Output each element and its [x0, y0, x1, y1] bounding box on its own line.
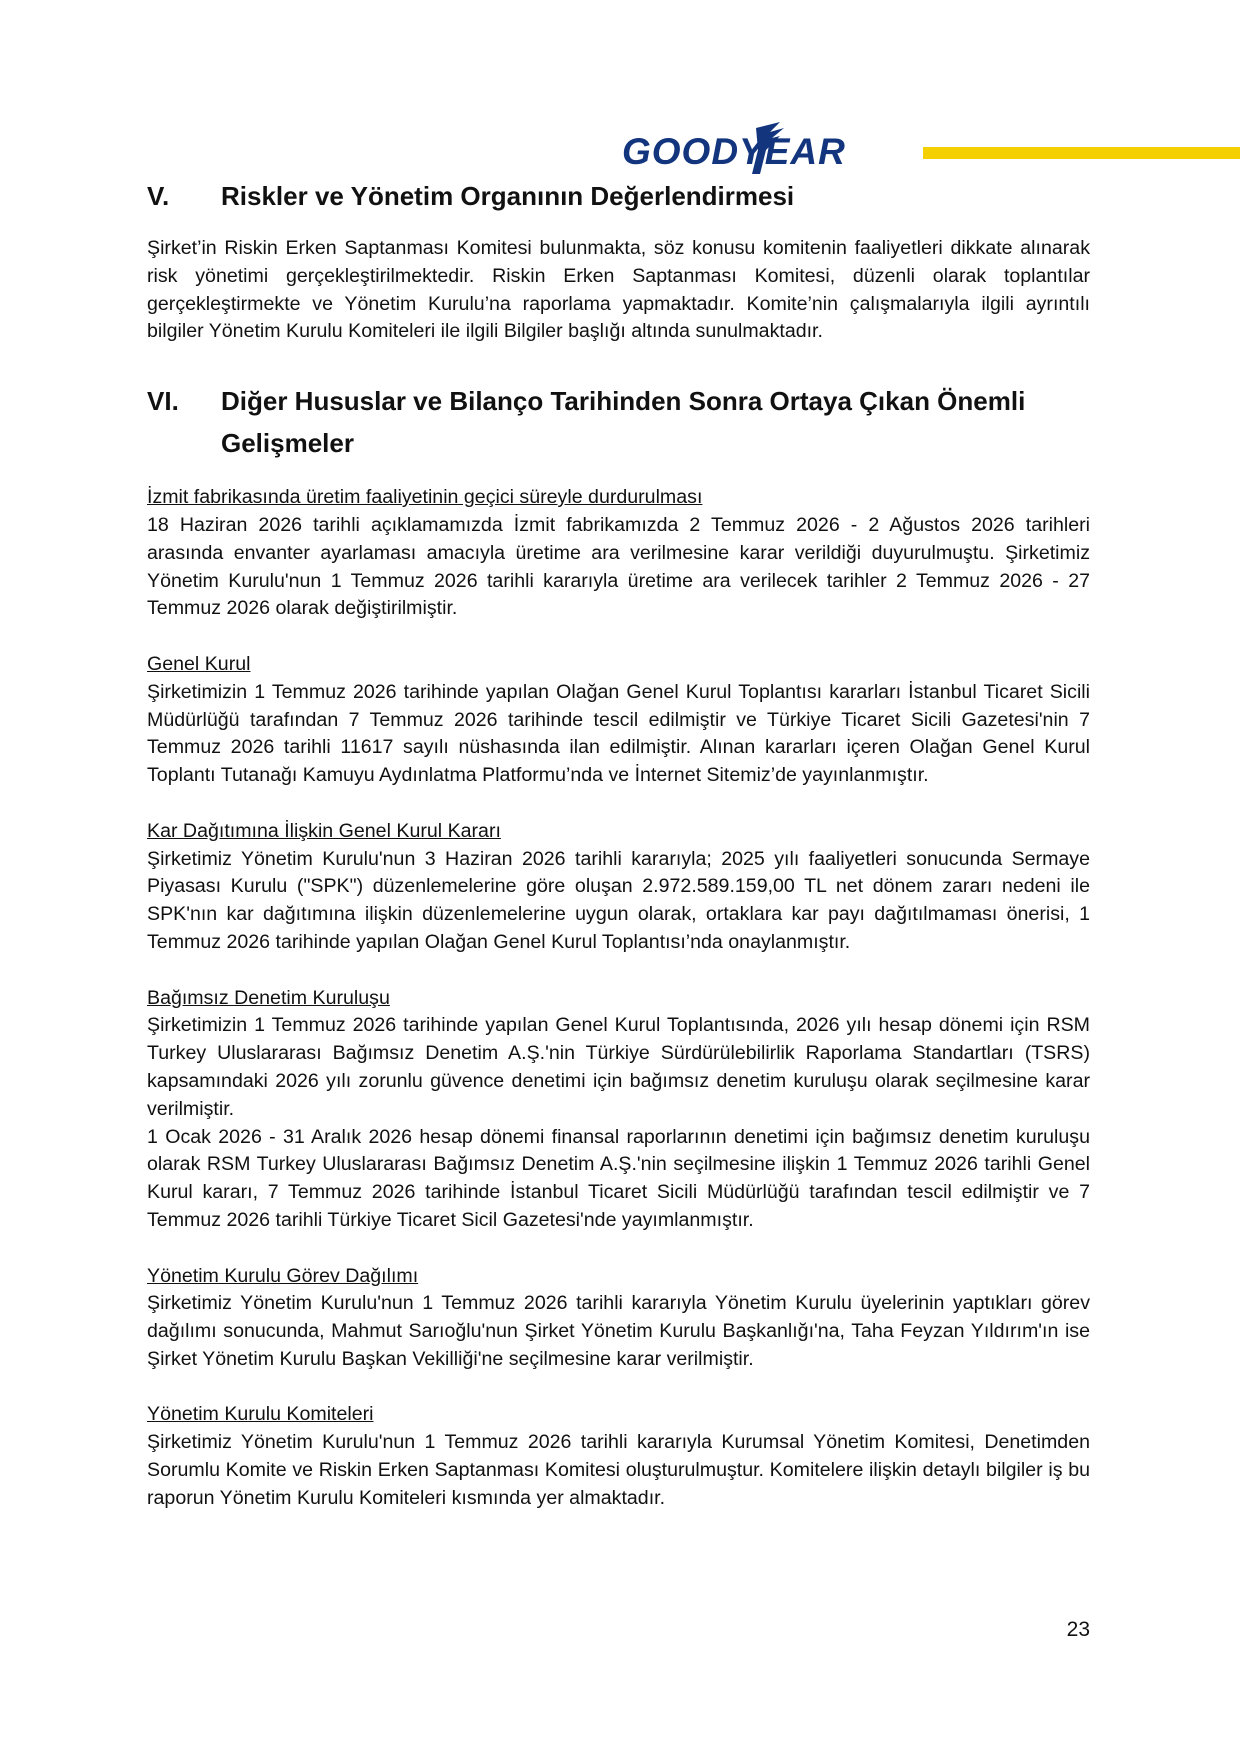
subsection-genel-kurul	[147, 651, 1090, 790]
brand-yellow-bar	[923, 147, 1240, 159]
subsection-title: İzmit fabrikasında üretim faaliyetinin geçici süreyle durdurulması	[147, 486, 703, 509]
subsection-paragraph: 1 Ocak 2026 - 31 Aralık 2026 hesap dönemi finansal raporlarının denetimi için bağımsız denetim kuruluşu olarak RSM Turkey Uluslararası Bağımsız Denetim A.Ş.'nin seçilmesine ilişkin 1 Temmuz 2026 tarihli Genel Kurul kararı, 7 Temmuz 2026 tarihinde İstanbul Ticaret Sicili Müdürlüğü tarafından tescil edilmiştir ve 7 Temmuz 2026 tarihli Türkiye Ticaret Sicil Gazetesi'nde yayımlanmıştır.	[147, 1125, 1090, 1231]
subsection-komiteler	[147, 1401, 1090, 1512]
subsection-kar-dagitimi	[147, 818, 1090, 957]
svg-text:GOODYEAR: GOODYEAR	[622, 131, 846, 172]
section-v-heading	[147, 175, 1090, 217]
section-v-title: Riskler ve Yönetim Organının Değerlendirmesi	[221, 181, 795, 211]
subsection-paragraph: Şirketimiz Yönetim Kurulu'nun 3 Haziran 2026 tarihli kararıyla; 2025 yılı faaliyetleri sonucunda Sermaye Piyasası Kurulu ("SPK") düzenlemelerine göre oluşan 2.972.589.159,00 TL net dönem zararı nedeni ile SPK'nın kar dağıtımına ilişkin düzenlemelerine uygun olarak, ortaklara kar payı dağıtılmaması önerisi, 1 Temmuz 2026 tarihinde yapılan Olağan Genel Kurul Toplantısı’nda onaylanmıştır.	[147, 847, 1090, 953]
subsection-title: Bağımsız Denetim Kuruluşu	[147, 986, 390, 1009]
subsection-izmit	[147, 484, 1090, 623]
subsection-paragraph: Şirketimizin 1 Temmuz 2026 tarihinde yapılan Genel Kurul Toplantısında, 2026 yılı hesap dönemi için RSM Turkey Uluslararası Bağımsız Denetim A.Ş.'nin Türkiye Sürdürülebilirlik Raporlama Standartları (TSRS) kapsamındaki 2026 yılı zorunlu güvence denetimi için bağımsız denetim kuruluşu olarak seçilmesine karar verilmiştir.	[147, 1014, 1090, 1120]
subsection-title: Yönetim Kurulu Görev Dağılımı	[147, 1264, 419, 1287]
subsection-title: Genel Kurul	[147, 652, 251, 675]
subsection-bagimsiz-denetim	[147, 985, 1090, 1235]
subsection-title: Kar Dağıtımına İlişkin Genel Kurul Kararı	[147, 819, 501, 842]
page-header	[0, 0, 1240, 190]
subsection-gorev-dagilimi	[147, 1263, 1090, 1374]
section-vi-title: Diğer Hususlar ve Bilanço Tarihinden Sonra Ortaya Çıkan Önemli Gelişmeler	[221, 386, 1026, 459]
subsection-paragraph: Şirketimizin 1 Temmuz 2026 tarihinde yapılan Olağan Genel Kurul Toplantısı kararları İstanbul Ticaret Sicili Müdürlüğü tarafından 7 Temmuz 2026 tarihinde tescil edilmiştir ve Türkiye Ticaret Sicili Gazetesi'nin 7 Temmuz 2026 tarihli 11617 sayılı nüshasında ilan edilmiştir. Alınan kararları içeren Olağan Genel Kurul Toplantı Tutanağı Kamuyu Aydınlatma Platformu’nda ve İnternet Sitemiz’de yayınlanmıştır.	[147, 680, 1090, 787]
section-vi-heading	[147, 380, 1090, 464]
subsection-title: Yönetim Kurulu Komiteleri	[147, 1403, 374, 1426]
document-body	[147, 175, 1090, 1513]
subsection-paragraph: Şirketimiz Yönetim Kurulu'nun 1 Temmuz 2026 tarihli kararıyla Kurumsal Yönetim Komitesi, Denetimden Sorumlu Komite ve Riskin Erken Saptanması Komitesi oluşturulmuştur. Komitelere ilişkin detaylı bilgiler iş bu raporun Yönetim Kurulu Komiteleri kısmında yer almaktadır.	[147, 1431, 1090, 1509]
section-vi-number: VI.	[147, 386, 179, 417]
subsection-paragraph: Şirketimiz Yönetim Kurulu'nun 1 Temmuz 2026 tarihli kararıyla Yönetim Kurulu üyelerinin yaptıkları görev dağılımı sonucunda, Mahmut Sarıoğlu'nun Şirket Yönetim Kurulu Başkanlığı'na, Taha Feyzan Yıldırım'ın ise Şirket Yönetim Kurulu Başkan Vekilliği'ne seçilmesine karar verilmiştir.	[147, 1292, 1090, 1370]
page-number: 23	[1066, 1618, 1090, 1641]
subsection-paragraph: 18 Haziran 2026 tarihli açıklamamızda İzmit fabrikamızda 2 Temmuz 2026 - 2 Ağustos 2026 tarihleri arasında envanter ayarlaması amacıyla üretime ara verilmesine karar verildiği duyurulmuştu. Şirketimiz Yönetim Kurulu'nun 1 Temmuz 2026 tarihli kararıyla üretime ara verilecek tarihler 2 Temmuz 2026 - 27 Temmuz 2026 olarak değiştirilmiştir.	[147, 513, 1090, 620]
goodyear-logo	[620, 120, 900, 180]
section-v-paragraph: Şirket’in Riskin Erken Saptanması Komitesi bulunmakta, söz konusu komitenin faaliyetleri dikkate alınarak risk yönetimi gerçekleştirilmektedir. Riskin Erken Saptanması Komitesi, düzenli olarak toplantılar gerçekleştirmekte ve Yönetim Kurulu’na raporlama yapmaktadır. Komite’nin çalışmalarıyla ilgili ayrıntılı bilgiler Yönetim Kurulu Komiteleri ile ilgili Bilgiler başlığı altında sunulmaktadır.	[147, 237, 1090, 343]
section-v-number: V.	[147, 181, 170, 211]
